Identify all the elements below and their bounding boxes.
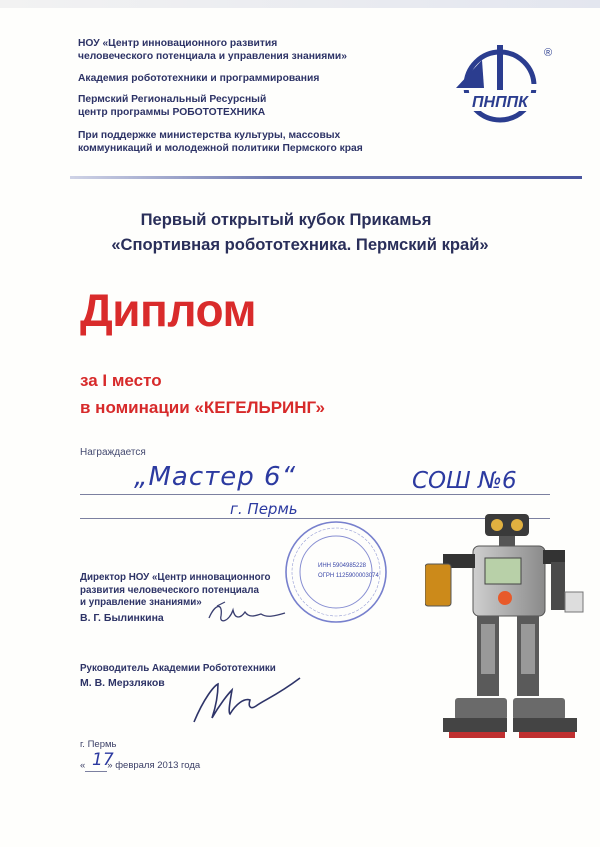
stamp-inn: ИНН 5904985228 [318,563,367,569]
footer-city: г. Пермь [80,739,117,750]
org-line: коммуникаций и молодежной политики Пермского края [78,143,363,154]
cup-title-line1: Первый открытый кубок Прикамья [140,210,432,229]
director-title-line: и управление знаниями» [80,597,202,608]
org-header-4 [78,129,363,155]
robot-image [425,512,590,752]
top-strip [0,0,600,8]
org-header-3 [78,93,266,119]
org-line: При поддержке министерства культуры, массовых [78,130,341,141]
cup-title-line2: «Спортивная робототехника. Пермский край» [111,235,489,254]
head-signature-icon [188,668,306,728]
org-line: Пермский Региональный Ресурсный [78,94,267,105]
logo-registered: ® [544,47,553,59]
pnppk-logo-icon [448,40,558,130]
logo-text: ПНППК [472,94,528,111]
date-day-handwritten: 17 [92,750,114,770]
fill-line-1 [80,494,550,495]
head-title-line: Руководитель Академии Робототехники [80,663,276,674]
stamp-ogrn: ОГРН 1125900003074 [318,573,379,579]
org-line: НОУ «Центр инновационного развития [78,38,278,49]
org-header-1 [78,37,347,63]
director-name: В. Г. Былинкина [80,612,164,624]
diploma-title: Диплом [80,284,256,336]
date-prefix: « [80,760,86,771]
org-line: человеческого потенциала и управления знаниями» [78,51,347,62]
director-title-line: развития человеческого потенциала [80,584,259,596]
org-header-2 [78,72,319,85]
org-line: центр программы РОБОТОТЕХНИКА [78,107,266,118]
director-signature-icon [205,596,290,628]
city-handwritten: г. Пермь [230,500,298,518]
header-divider [70,176,582,179]
school-handwritten: СОШ №6 [412,468,517,494]
head-name: М. В. Мерзляков [80,677,165,689]
org-line: Академия робототехники и программирования [78,73,320,84]
director-title-line: Директор НОУ «Центр инновационного [80,572,271,583]
date-suffix: » февраля 2013 года [107,760,201,771]
nomination-line: в номинации «КЕГЕЛЬРИНГ» [80,398,325,417]
place-line: за I место [80,371,162,390]
team-name-handwritten: „Мастер 6“ [134,462,297,492]
awarded-label: Награждается [80,447,146,458]
